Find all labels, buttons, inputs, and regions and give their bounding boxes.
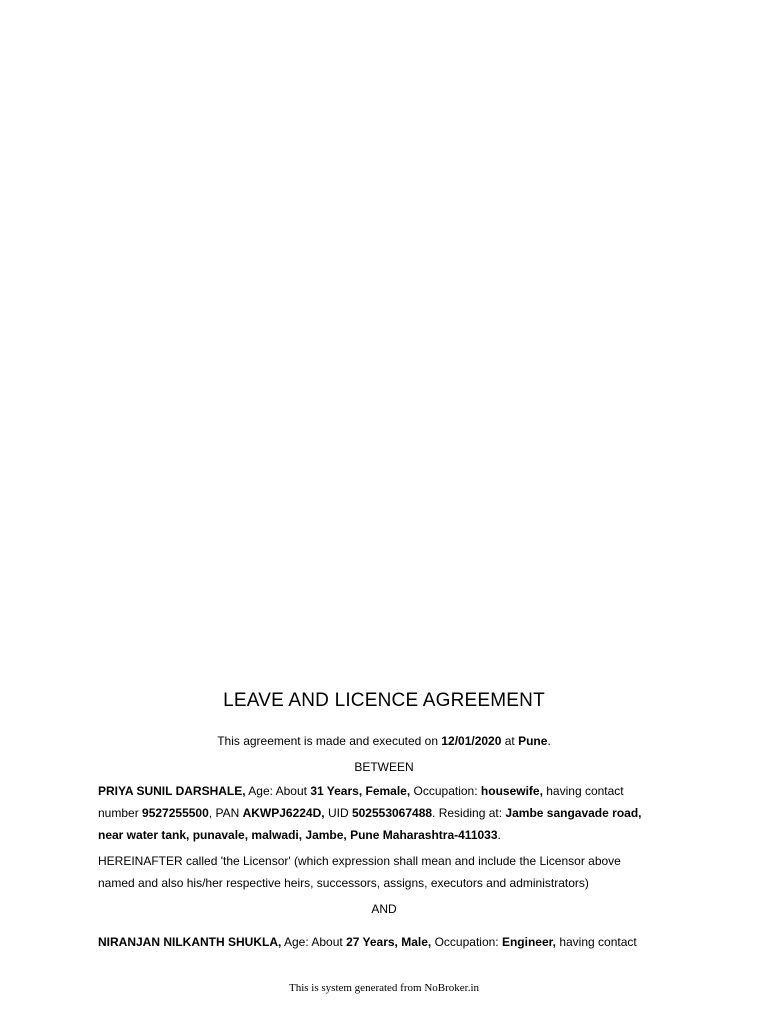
hereinafter-paragraph bbox=[98, 850, 643, 894]
licensor-uid: 502553067488 bbox=[351, 806, 433, 820]
age-label: Age: About bbox=[245, 784, 311, 798]
licensor-name: PRIYA SUNIL DARSHALE, bbox=[98, 784, 246, 798]
intro-suffix: . bbox=[547, 734, 551, 748]
agreement-place: Pune bbox=[518, 734, 548, 748]
licensee-occupation: Engineer, bbox=[501, 935, 556, 949]
number-label: number bbox=[98, 806, 143, 820]
licensor-occupation: housewife, bbox=[480, 784, 543, 798]
licensee-line-1 bbox=[98, 931, 643, 953]
system-generated-footer: This is system generated from NoBroker.in bbox=[288, 982, 480, 994]
between-label: BETWEEN bbox=[354, 760, 414, 774]
licensor-line-2 bbox=[98, 802, 643, 824]
licensee-age: 27 Years, Male, bbox=[346, 935, 432, 949]
licensee-paragraph bbox=[98, 931, 643, 953]
occupation-label: Occupation: bbox=[410, 784, 481, 798]
licensor-address-line-1: Jambe sangavade road, bbox=[505, 806, 642, 820]
licensor-line-3 bbox=[98, 824, 643, 846]
licensee-occupation-label: Occupation: bbox=[431, 935, 502, 949]
agreement-date: 12/01/2020 bbox=[441, 734, 502, 748]
agreement-intro bbox=[0, 734, 768, 748]
agreement-title: LEAVE AND LICENCE AGREEMENT bbox=[223, 690, 545, 711]
licensee-contact-label: having contact bbox=[556, 935, 637, 949]
contact-label: having contact bbox=[542, 784, 624, 798]
intro-mid: at bbox=[501, 734, 519, 748]
licensee-age-label: Age: About bbox=[281, 935, 347, 949]
licensor-phone: 9527255500 bbox=[142, 806, 209, 820]
licensor-pan: AKWPJ6224D, bbox=[242, 806, 325, 820]
uid-label: UID bbox=[324, 806, 352, 820]
hereinafter-line-2: named and also his/her respective heirs, successors, assigns, executors and administrators) bbox=[98, 876, 589, 890]
and-label: AND bbox=[371, 902, 397, 916]
address-end: . bbox=[497, 828, 501, 842]
licensor-age: 31 Years, Female, bbox=[310, 784, 411, 798]
intro-prefix: This agreement is made and executed on bbox=[217, 734, 442, 748]
licensor-line-1 bbox=[98, 780, 643, 802]
licensee-name: NIRANJAN NILKANTH SHUKLA, bbox=[98, 935, 282, 949]
residing-label: . Residing at: bbox=[432, 806, 506, 820]
hereinafter-line-1: HEREINAFTER called 'the Licensor' (which expression shall mean and include the Licensor above bbox=[98, 854, 621, 868]
pan-label: , PAN bbox=[208, 806, 243, 820]
licensor-address-line-2: near water tank, punavale, malwadi, Jambe, Pune Maharashtra-411033 bbox=[98, 828, 498, 842]
licensor-paragraph bbox=[98, 780, 643, 846]
